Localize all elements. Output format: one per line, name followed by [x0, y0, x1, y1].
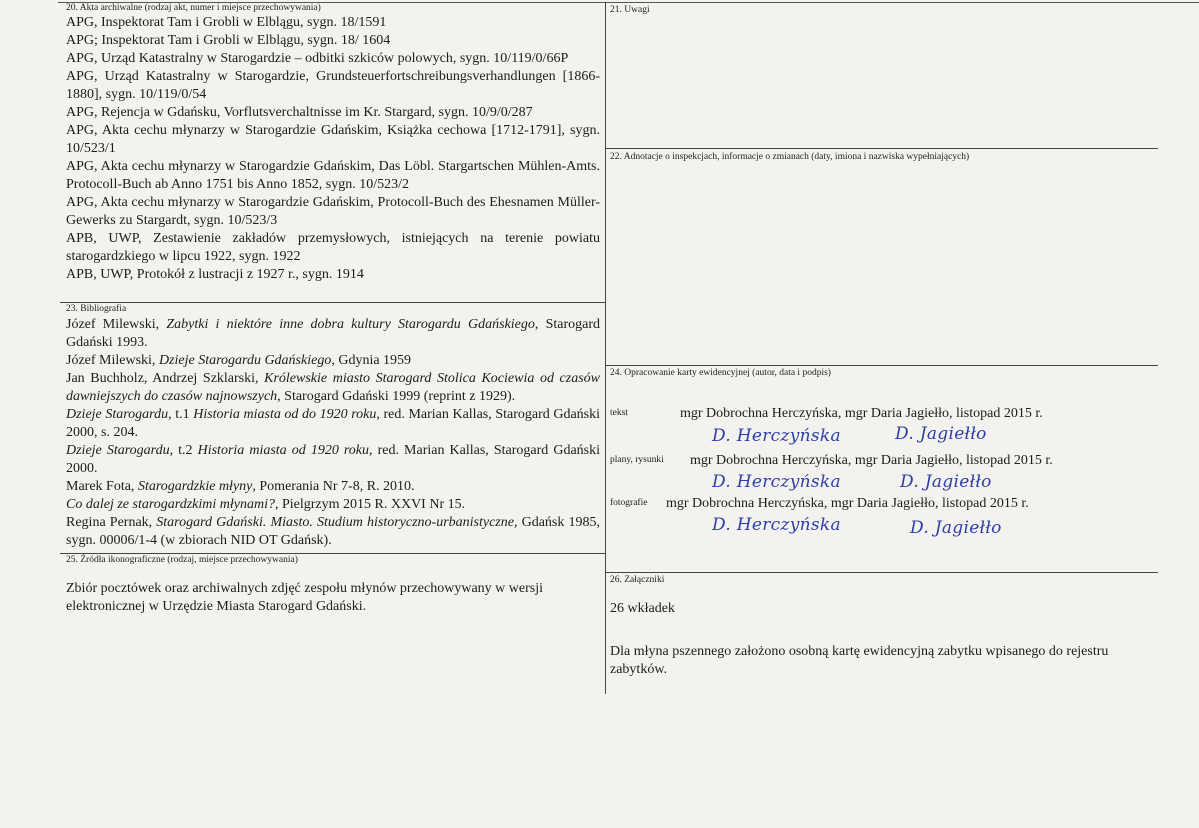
credit-label: plany, rysunki — [610, 455, 664, 465]
iconographic-text: Zbiór pocztówek oraz archiwalnych zdjęć zespołu młynów przechowywany w wersji elektronicznej w Urzędzie Miasta Starogard Gdański. — [66, 581, 543, 614]
credit-label: tekst — [610, 408, 628, 418]
signature-herczynska: D. Herczyńska — [712, 426, 841, 446]
divider-20-23 — [60, 302, 605, 303]
archival-entry: APG, Akta cechu młynarzy w Starogardzie Gdańskim, Protocoll-Buch des Ehesnamen Müller-Gewerks zu Stargardt, sygn. 10/523/3 — [66, 195, 600, 228]
attachments-note — [610, 643, 1155, 679]
bibliography-entry: Regina Pernak, Starogard Gdański. Miasto. Studium historyczno-urbanistyczne, Gdańsk 1985, sygn. 00006/1-4 (w zbiorach NID OT Gdańsk). — [66, 515, 601, 548]
signature-jagiello: D. Jagiełło — [910, 518, 1002, 538]
signature-herczynska: D. Herczyńska — [712, 515, 841, 535]
bibliography-entry: Józef Milewski, Zabytki i niektóre inne dobra kultury Starogardu Gdańskiego, Starogard Gdański 1993. — [66, 317, 600, 350]
divider-24-26 — [605, 572, 1158, 573]
credit-label: fotografie — [610, 498, 648, 508]
archival-entry: APB, UWP, Protokół z lustracji z 1927 r., sygn. 1914 — [66, 267, 364, 282]
archival-entry: APG; Inspektorat Tam i Grobli w Elblągu, sygn. 18/ 1604 — [66, 33, 391, 48]
section-25-label: 25. Źródła ikonograficzne (rodzaj, miejsce przechowywania) — [66, 555, 298, 565]
bibliography-entry: Marek Fota, Starogardzkie młyny, Pomerania Nr 7-8, R. 2010. — [66, 479, 415, 494]
signature-jagiello: D. Jagiełło — [895, 424, 987, 444]
bibliography-list — [66, 316, 600, 550]
attachments-note-text: Dla młyna pszennego założono osobną kartę ewidencyjną zabytku wpisanego do rejestru zabytków. — [610, 644, 1109, 677]
column-divider — [605, 2, 606, 694]
bibliography-entry: Dzieje Starogardu, t.1 Historia miasta od do 1920 roku, red. Marian Kallas, Starogard Gdański 2000, s. 204. — [66, 407, 601, 440]
archival-entry: APG, Rejencja w Gdańsku, Vorflutsverchaltnisse im Kr. Stargard, sygn. 10/9/0/287 — [66, 105, 533, 120]
archival-entry: APG, Urząd Katastralny w Starogardzie – odbitki szkiców polowych, sygn. 10/119/0/66P — [66, 51, 569, 66]
divider-21-22 — [605, 148, 1158, 149]
credit-row-photos — [610, 495, 1170, 513]
bibliography-entry: Józef Milewski, Dzieje Starogardu Gdańskiego, Gdynia 1959 — [66, 353, 412, 368]
archival-entry: APG, Akta cechu młynarzy w Starogardzie Gdańskim, Książka cechowa [1712-1791], sygn. 10/523/1 — [66, 123, 600, 156]
archival-entry: APG, Inspektorat Tam i Grobli w Elblągu, sygn. 18/1591 — [66, 15, 387, 30]
archival-entry: APG, Akta cechu młynarzy w Starogardzie Gdańskim, Das Löbl. Stargartschen Mühlen-Amts. Protocoll-Buch ab Anno 1751 bis Anno 1852, sygn. 10/523/2 — [66, 159, 600, 192]
archival-entry: APG, Urząd Katastralny w Starogardzie, Grundsteuerfortschreibungsverhandlungen [1866-1880], sygn. 10/119/0/54 — [66, 69, 600, 102]
bibliography-entry: Co dalej ze starogardzkimi młynami?, Pielgrzym 2015 R. XXVI Nr 15. — [66, 497, 466, 512]
bibliography-entry: Dzieje Starogardu, t.2 Historia miasta od 1920 roku, red. Marian Kallas, Starogard Gdański 2000. — [66, 443, 601, 476]
section-23-label: 23. Bibliografia — [66, 304, 127, 314]
divider-23-25 — [60, 553, 605, 554]
section-26-label: 26. Załączniki — [610, 575, 665, 585]
section-20-label: 20. Akta archiwalne (rodzaj akt, numer i miejsce przechowywania) — [66, 3, 321, 13]
iconographic-sources — [66, 580, 586, 616]
credit-authors: mgr Dobrochna Herczyńska, mgr Daria Jagiełło, listopad 2015 r. — [666, 496, 1029, 511]
section-22-label: 22. Adnotacje o inspekcjach, informacje o zmianach (daty, imiona i nazwiska wypełniających) — [610, 152, 970, 162]
credit-row-plans — [610, 452, 1170, 470]
credit-row-text — [610, 405, 1170, 423]
section-21-label: 21. Uwagi — [610, 5, 650, 15]
credit-authors: mgr Dobrochna Herczyńska, mgr Daria Jagiełło, listopad 2015 r. — [680, 406, 1043, 421]
attachments-count: 26 wkładek — [610, 601, 675, 616]
archival-entry: APB, UWP, Zestawienie zakładów przemysłowych, istniejących na terenie powiatu starogardzkiego w lipcu 1922, sygn. 1922 — [66, 231, 600, 264]
archival-records-list — [66, 14, 600, 284]
divider-22-24 — [605, 365, 1158, 366]
bibliography-entry: Jan Buchholz, Andrzej Szklarski, Królewskie miasto Starogard Stolica Kociewia od czasów dawniejszych do czasów najnowszych, Starogard Gdański 1999 (reprint z 1929). — [66, 371, 600, 404]
signature-herczynska: D. Herczyńska — [712, 472, 841, 492]
section-24-label: 24. Opracowanie karty ewidencyjnej (autor, data i podpis) — [610, 368, 831, 378]
credit-authors: mgr Dobrochna Herczyńska, mgr Daria Jagiełło, listopad 2015 r. — [690, 453, 1053, 468]
signature-jagiello: D. Jagiełło — [900, 472, 992, 492]
